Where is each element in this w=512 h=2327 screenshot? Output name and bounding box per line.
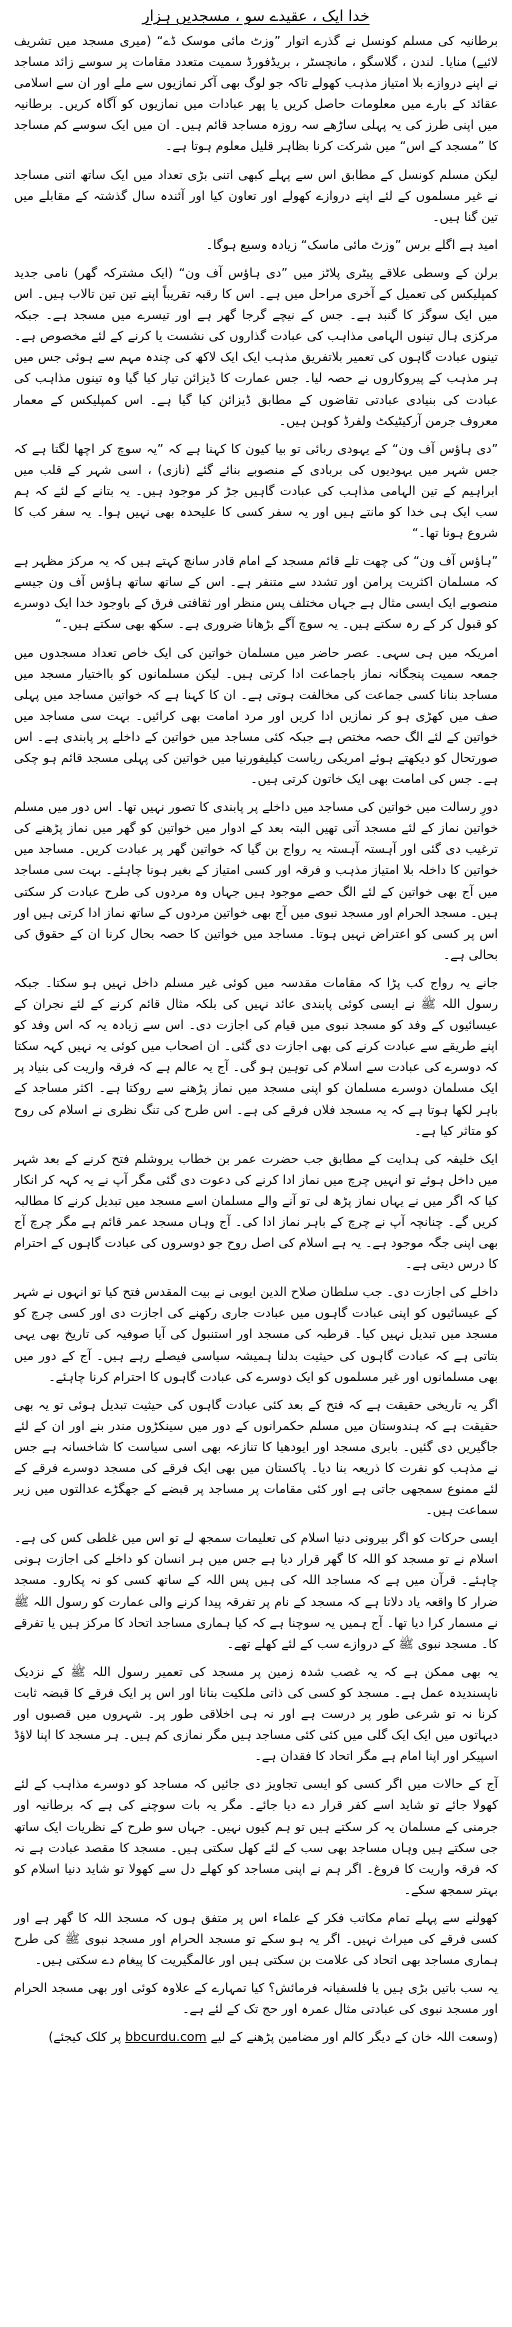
paragraph: برطانیہ کی مسلم کونسل نے گذرے اتوار ”وزٹ مائی موسک ڈے“ (میری مسجد میں تشریف لائیے) منایا۔ لندن ، گلاسگو ، مانچسٹر ، بریڈفورڈ سمیت متعدد مقامات پر سوسے زائد مساجد نے اپنے دروازے بلا امتیاز مذہب کھولے تاکہ جو لوگ بھی آکر نمازیوں سے ملے اور ان سے اسلامی عقائد کے بارے میں معلومات حاصل کریں یا پھر عبادات میں نمازیوں کو آگاہ کریں۔ برطانیہ میں اپنی طرز کی یہ پہلی ساڑھے سہ روزہ مساجد قائم ہیں۔ ان میں ایک سوسے کم مساجد کا ”مسجد کے اس“ میں شرکت کرنا بظاہر قلیل معلوم ہوتا ہے۔ bbox=[14, 33, 498, 154]
paragraph: اگر یہ تاریخی حقیقت ہے کہ فتح کے بعد کئی عبادت گاہوں کی حیثیت تبدیل ہوئی تو یہ بھی حقیقت ہے کہ ہندوستان میں مسلم حکمرانوں کے دور میں سینکڑوں مندر بنے اور ان کے لئے جاگیریں دی گئیں۔ بابری مسجد اور ایودھیا کا تنازعہ بھی اسی سیاست کا شاخسانہ ہے جس نے مذہب کو نفرت کا ذریعہ بنا دیا۔ پاکستان میں بھی ایک فرقے کی مسجد دوسرے فرقے کے لئے ممنوع سمجھی جاتی ہے اور کئی مقامات پر مساجد پر قبضے کے جھگڑے عدالتوں میں زیر سماعت ہیں۔ bbox=[14, 1396, 498, 1518]
paragraph: یہ بھی ممکن ہے کہ یہ غصب شدہ زمین پر مسجد کی تعمیر رسول اللہ ﷺ کے نزدیک ناپسندیدہ عمل ہے۔ مسجد کو کسی کی ذاتی ملکیت بنانا اور اس پر ایک فرقے کا قبضہ ثابت کرنا نہ تو شرعی طور پر درست ہے اور نہ ہی اخلاقی طور پر۔ شہروں میں قصبوں اور دیہاتوں میں ایک ایک گلی میں کئی کئی مساجد ہیں مگر نمازی کم ہیں۔ ہر مسجد کا اپنا لاؤڈ اسپیکر اور اپنا امام ہے مگر اتحاد کا فقدان ہے۔ bbox=[14, 1663, 498, 1764]
paragraph: امریکہ میں ہی سہی۔ عصر حاضر میں مسلمان خواتین کی ایک خاص تعداد مسجدوں میں جمعہ سمیت پنجگانہ نماز باجماعت ادا کرتی ہیں۔ لیکن مسلمانوں کو بااختیار مسجد میں مساجد بنانا کسی جماعت کی مخالفت ہوتی ہے۔ ان کا کہنا ہے کہ خواتین مساجد میں پہلی صف میں کھڑی ہو کر نمازیں ادا کریں اور مرد امامت بھی کرائیں۔ بہت سی مساجد میں خواتین کے لئے الگ حصہ مختص ہے جبکہ کئی مساجد میں خواتین کے داخلے پر پابندی ہے۔ اس صورتحال کو دیکھتے ہوئے امریکی ریاست کیلیفورنیا میں خواتین کی پہلی مسجد قائم ہو چکی ہے۔ جس کی امامت بھی ایک خاتون کرتی ہیں۔ bbox=[14, 644, 498, 787]
paragraph: لیکن مسلم کونسل کے مطابق اس سے پہلے کبھی اتنی بڑی تعداد میں ایک ساتھ اتنی مساجد نے غیر مسلموں کے لئے اپنے دروازے کھولے اور تعاون کیا اور آئندہ سال گذشتہ کے مقابلے میں تین گنا ہیں۔ bbox=[14, 166, 498, 224]
paragraph: یہ سب باتیں بڑی ہیں یا فلسفیانہ فرمائش؟ کیا تمہارے کے علاوہ کوئی اور بھی مسجد الحرام اور مسجد نبوی کی عبادتی مثال عمرہ اور حج تک کے لئے ہے۔ bbox=[14, 1980, 498, 2017]
paragraph: ایک خلیفہ کی ہدایت کے مطابق جب حضرت عمر بن خطاب یروشلم فتح کرنے کے بعد شہر میں داخل ہوئے تو انہیں چرچ میں نماز ادا کرنے کی دعوت دی گئی مگر آپ نے یہ کہہ کر انکار کیا کہ اگر میں نے یہاں نماز پڑھ لی تو آنے والے مسلمان اسے مسجد میں تبدیل کرنے کا مطالبہ کریں گے۔ چنانچہ آپ نے چرچ کے باہر نماز ادا کی۔ آج وہاں مسجد عمر قائم ہے مگر چرچ آج بھی اپنی جگہ موجود ہے۔ یہ ہے اسلام کی اصل روح جو دوسروں کی عبادت گاہوں کے احترام کا درس دیتی ہے۔ bbox=[14, 1150, 499, 1272]
paragraph: کھولنے سے پہلے تمام مکاتب فکر کے علماء اس پر متفق ہوں کہ مسجد اللہ کا گھر ہے اور کسی فرقے کی میراث نہیں۔ اگر یہ ہو سکے تو مسجد الحرام اور مسجد نبوی ﷺ کی طرح ہماری مساجد بھی اتحاد کی علامت بن سکتی ہیں اور عالمگیریت کا پیغام دے سکتی ہیں۔ bbox=[14, 1909, 498, 1968]
paragraph: ”ہاؤس آف ون“ کی چھت تلے قائم مسجد کے امام قادر سانچ کہتے ہیں کہ یہ مرکز مظہر ہے کہ مسلمان اکثریت پرامن اور تشدد سے متنفر ہے۔ اس کے ساتھ ساتھ ہاؤس آف ون جیسے منصوبے ایک ایسی مثال ہے جہاں مختلف پس منظر اور ثقافتی فرق کے باوجود خدا ایک دوسرے کو قبول کر کے رہ سکتے ہیں۔ یہ سوچ آگے بڑھانا ضروری ہے۔ سکھ بھی سکتے ہیں۔“ bbox=[14, 553, 498, 632]
article-title: خدا ایک ، عقیدے سو ، مسجدیں ہزار bbox=[142, 7, 370, 25]
article-footer bbox=[14, 2026, 498, 2047]
footer-suffix: پر کلک کیجئے) bbox=[48, 2029, 122, 2045]
paragraph: دورِ رسالت میں خواتین کی مساجد میں داخلے پر پابندی کا تصور نہیں تھا۔ اس دور میں مسلم خواتین نماز کے لئے مسجد آتی تھیں البتہ بعد کے ادوار میں خواتین کو گھر میں نماز پڑھنے کی ترغیب دی گئی اور آہستہ آہستہ یہ رواج بن گیا کہ خواتین گھر پر عبادت کریں۔ مساجد میں خواتین کا داخلہ بلا امتیاز مذہب و فرقہ اور کسی امتیاز کے بغیر ہونا چاہئے۔ بہت سی مساجد میں آج بھی خواتین کے لئے الگ حصے موجود ہیں جہاں وہ مردوں کی طرح عبادت کر سکتی ہیں۔ مسجد الحرام اور مسجد نبوی میں آج بھی خواتین مردوں کے ساتھ نماز ادا کرتی ہیں اور اس پر کسی کو اعتراض نہیں ہوتا۔ مساجد میں خواتین کا حصہ بحال کرنا ان کے حقوق کی بحالی ہے۔ bbox=[14, 799, 498, 962]
paragraph: داخلے کی اجازت دی۔ جب سلطان صلاح الدین ایوبی نے بیت المقدس فتح کیا تو انہوں نے شہر کے عیسائیوں کو اپنی عبادت گاہوں میں عبادت جاری رکھنے کی اجازت دی اور کسی چرچ کو مسجد میں تبدیل نہیں کیا۔ قرطبہ کی مسجد اور استنبول کی آیا صوفیہ کی تاریخ بھی یہی بتاتی ہے کہ عبادت گاہوں کی حیثیت بدلنا ہمیشہ سیاسی فیصلے رہے ہیں۔ آج کے دور میں بھی مسلمانوں اور غیر مسلموں کو ایک دوسرے کی عبادت گاہوں کا احترام کرنا چاہئے۔ bbox=[14, 1284, 498, 1384]
paragraph: برلن کے وسطی علاقے پیٹری پلاٹز میں ”دی ہاؤس آف ون“ (ایک مشترکہ گھر) نامی جدید کمپلیکس کی تعمیل کے آخری مراحل میں ہے۔ اس کا رقبہ تقریباً اپنے تین تین تالاب ہیں۔ اس میں ایک سوگز کا گنبد ہے۔ جس کے نیچے گرجا گھر ہے اور تیسرے میں مسجد ہے۔ جبکہ مرکزی ہال تینوں الہامی مذاہب کی عبادت گذاروں کی نشست یا کرنے کے لئے مخصوص ہے۔ تینوں عبادت گاہوں کی تعمیر بلاتفریق مذہب ایک ایک لاکھ کی چندہ مہم سے ہوئی جس میں ہر مذہب کے پیروکاروں نے حصہ لیا۔ جس عمارت کا ڈیزائن تیار کیا گیا وہ تینوں مذاہب کی عبادت کی بنیادی عبادتی تقاضوں کے مطابق ڈیزائن کیا گیا ہے۔ اس کمپلیکس کے معمار معروف جرمن آرکیٹیکٹ ولفرڈ کوہن ہیں۔ bbox=[14, 264, 498, 428]
paragraph: آج کے حالات میں اگر کسی کو ایسی تجاویز دی جائیں کہ مساجد کو دوسرے مذاہب کے لئے کھولا جائے تو شاید اسے کفر قرار دے دیا جائے۔ مگر یہ بات سوچنے کی ہے کہ برطانیہ اور جرمنی کے مسلمان یہ کر سکتے ہیں تو ہم کیوں نہیں۔ جہاں سو طرح کے نظریات ایک ساتھ جی سکتے ہیں وہاں مساجد بھی سب کے لئے کھل سکتی ہیں۔ مسجد کا مقصد عبادت ہے نہ کہ فرقہ واریت کا فروغ۔ اگر ہم نے اپنی مساجد کو کھلے دل سے کھولا تو شاید دنیا اسلام کو بہتر سمجھ سکے۔ bbox=[14, 1776, 498, 1897]
paragraph: ایسی حرکات کو اگر بیرونی دنیا اسلام کی تعلیمات سمجھ لے تو اس میں غلطی کس کی ہے۔ اسلام نے تو مسجد کو اللہ کا گھر قرار دیا ہے جس میں ہر انسان کو داخلے کی اجازت ہونی چاہئے۔ قرآن میں ہے کہ مساجد اللہ کی ہیں پس اللہ کے ساتھ کسی کو نہ پکارو۔ مسجد ضرار کا واقعہ یاد دلاتا ہے کہ مسجد کے نام پر تفرقہ پیدا کرنے والی عمارت کو رسول اللہ ﷺ نے مسمار کرا دیا تھا۔ آج ہمیں یہ سوچنا ہے کہ کیا ہماری مساجد اتحاد کا مرکز ہیں یا تفرقے کا۔ مسجد نبوی ﷺ کے دروازے سب کے لئے کھلے تھے۔ bbox=[14, 1530, 498, 1651]
article-body bbox=[14, 30, 498, 2019]
footer-prefix: (وسعت اللہ خان کے دیگر کالم اور مضامین پڑھنے کے لیے bbox=[210, 2029, 498, 2045]
paragraph: جانے یہ رواج کب پڑا کہ مقامات مقدسہ میں کوئی غیر مسلم داخل نہیں ہو سکتا۔ جبکہ رسول اللہ ﷺ نے ایسی کوئی پابندی عائد نہیں کی بلکہ مثال قائم کرنے کے لئے نجران کے عیسائیوں کے وفد کو مسجد نبوی میں قیام کی اجازت دی۔ اس سے زیادہ یہ کہ اس وفد کو اپنے طریقے سے عبادت کرنے کی بھی اجازت دی گئی۔ ان اصحاب میں کوئی یہ نہیں کہہ سکتا کہ دوسرے کی عبادت سے اسلام کی توہین ہو گی۔ آج یہ عالم ہے کہ فرقہ واریت کی بنیاد پر ایک مسلمان دوسرے مسلمان کو اپنی مسجد میں نماز پڑھنے سے روکتا ہے۔ اکثر مساجد کے باہر لکھا ہوتا ہے کہ یہ مسجد فلاں فرقے کی ہے۔ اس طرح کی تنگ نظری نے اسلام کی روح کو متاثر کیا ہے۔ bbox=[14, 974, 498, 1138]
bbcurdu-link[interactable]: bbcurdu.com bbox=[125, 2029, 207, 2045]
paragraph: امید ہے اگلے برس ”وزٹ مائی ماسک“ زیادہ وسیع ہوگا۔ bbox=[205, 236, 498, 252]
paragraph: ”دی ہاؤس آف ون“ کے یہودی ربائی تو بیا کیون کا کہنا ہے کہ ”یہ سوچ کر اچھا لگتا ہے کہ جس شہر میں یہودیوں کی بربادی کے منصوبے بنائے گئے (نازی) ، اسی شہر کے قلب میں ابراہیم کے تین الہامی مذاہب کی عبادت گاہیں جڑ کر موجود ہیں۔ یہ بتانے کے لئے کہ ہم سب ایک ہی خدا کو مانتے ہیں اور یہ سفر کسی کا علیحدہ بھی نہیں ہوا۔ یہ سفر کب کا شروع ہونا تھا۔“ bbox=[14, 440, 498, 541]
